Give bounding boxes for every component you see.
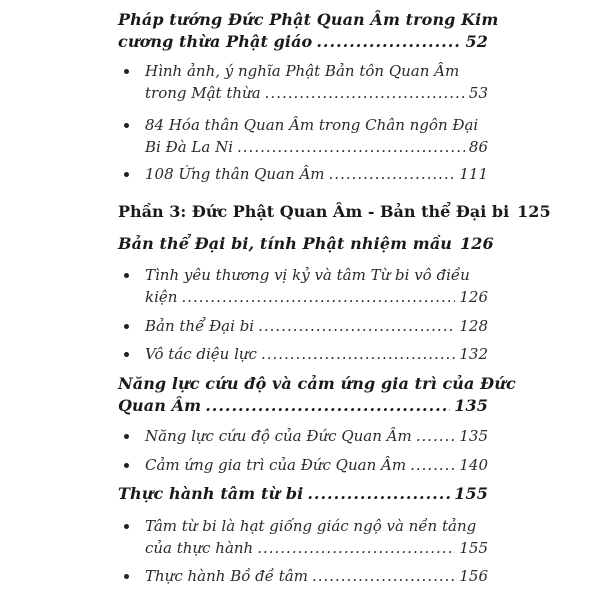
- toc-sub-entry: [145, 565, 488, 587]
- entry-text: Bản thể Đại bi: [145, 317, 255, 335]
- toc-heading-entry: [118, 483, 488, 505]
- page-number: 52: [465, 32, 488, 51]
- toc-part-entry: [118, 201, 551, 223]
- dot-leader: [410, 454, 455, 476]
- entry-text: của thực hành: [145, 539, 254, 557]
- bullet-icon: [124, 123, 129, 128]
- page-number: 155: [459, 539, 488, 557]
- bullet-icon: [124, 352, 129, 357]
- toc-sub-entry: [145, 515, 488, 559]
- entry-text: Năng lực cứu độ và cảm ứng gia trì của Đức: [118, 374, 516, 393]
- dot-leader: [329, 163, 456, 185]
- dot-leader: [181, 286, 455, 308]
- entry-text: Pháp tướng Đức Phật Quan Âm trong Kim: [118, 10, 499, 29]
- entry-text: Thực hành tâm từ bi: [118, 484, 304, 503]
- entry-text: 84 Hóa thân Quan Âm trong Chân ngôn Đại: [145, 116, 479, 134]
- page-number: 125: [517, 202, 551, 221]
- bullet-icon: [124, 434, 129, 439]
- toc-heading-entry: [118, 9, 499, 53]
- entry-text: Bản thể Đại bi, tính Phật nhiệm mầu: [118, 234, 453, 253]
- page-number: 135: [454, 396, 488, 415]
- bullet-icon: [124, 172, 129, 177]
- page-number: 135: [459, 427, 488, 445]
- entry-text: Hình ảnh, ý nghĩa Phật Bản tôn Quan Âm: [145, 62, 460, 80]
- toc-heading-entry: [118, 373, 516, 417]
- page-number: 126: [459, 288, 488, 306]
- bullet-icon: [124, 574, 129, 579]
- page-number: 132: [459, 345, 488, 363]
- bullet-icon: [124, 463, 129, 468]
- dot-leader: [258, 315, 455, 337]
- entry-text: trong Mật thừa: [145, 84, 261, 102]
- entry-text: Bi Đà La Ni: [145, 138, 234, 156]
- toc-sub-entry: [145, 60, 488, 104]
- page-number: 53: [468, 84, 488, 102]
- bullet-icon: [124, 524, 129, 529]
- page-number: 126: [460, 234, 494, 253]
- toc-sub-entry: [145, 454, 488, 476]
- dot-leader: [205, 395, 450, 417]
- dot-leader: [237, 136, 465, 158]
- entry-text: Thực hành Bồ đề tâm: [145, 567, 308, 585]
- entry-text: Tâm từ bi là hạt giống giác ngộ và nền tảng: [145, 517, 477, 535]
- dot-leader: [316, 31, 461, 53]
- toc-sub-entry: [145, 114, 488, 158]
- page-number: 155: [454, 484, 488, 503]
- page-number: 140: [459, 456, 488, 474]
- toc-sub-entry: [145, 264, 488, 308]
- dot-leader: [307, 483, 450, 505]
- toc-sub-entry: [145, 425, 488, 447]
- dot-leader: [416, 425, 456, 447]
- page-number: 156: [459, 567, 488, 585]
- toc-sub-entry: [145, 343, 488, 365]
- page-number: 111: [459, 165, 488, 183]
- entry-text: Năng lực cứu độ của Đức Quan Âm: [145, 427, 412, 445]
- entry-text: Tình yêu thương vị kỷ và tâm Từ bi vô điều: [145, 266, 470, 284]
- page-number: 86: [468, 138, 488, 156]
- entry-text: Phần 3: Đức Phật Quan Âm - Bản thể Đại bi: [118, 202, 510, 221]
- toc-heading-entry: [118, 233, 494, 255]
- entry-text: kiện: [145, 288, 178, 306]
- entry-text: Vô tác diệu lực: [145, 345, 257, 363]
- dot-leader: [265, 82, 465, 104]
- bullet-icon: [124, 324, 129, 329]
- dot-leader: [257, 537, 455, 559]
- entry-text: Cảm ứng gia trì của Đức Quan Âm: [145, 456, 407, 474]
- bullet-icon: [124, 69, 129, 74]
- dot-leader: [261, 343, 455, 365]
- page-number: 128: [459, 317, 488, 335]
- entry-text: Quan Âm: [118, 396, 202, 415]
- entry-text: 108 Ứng thân Quan Âm: [145, 165, 325, 183]
- toc-sub-entry: [145, 163, 488, 185]
- dot-leader: [312, 565, 455, 587]
- entry-text: cương thừa Phật giáo: [118, 32, 313, 51]
- bullet-icon: [124, 273, 129, 278]
- toc-sub-entry: [145, 315, 488, 337]
